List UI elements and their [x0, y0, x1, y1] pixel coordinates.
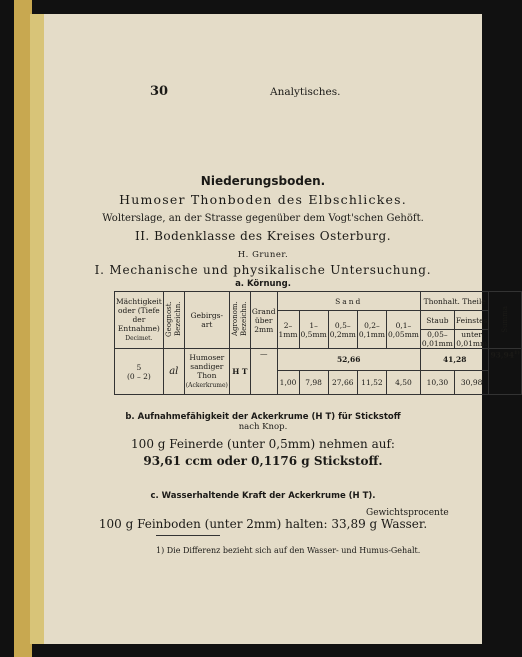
soil-class: II. Bodenklasse des Kreises Osterburg. — [134, 229, 392, 243]
subsection-a: a. Körnung. — [235, 279, 291, 289]
subsection-b-line1: 100 g Feinerde (unter 0,5mm) nehmen auf: — [131, 437, 395, 451]
analyst: H. Gruner. — [237, 250, 289, 260]
cell-rock: Humoser sandiger Thon (Ackerkrume) — [184, 349, 229, 395]
header-sand-3: 0,5–0,2mm — [328, 311, 357, 349]
subsection-b-method: nach Knop. — [238, 422, 288, 432]
cell-sand-5: 4,50 — [387, 371, 421, 395]
section-heading: I. Mechanische und physikalische Untersuchung. — [94, 263, 432, 277]
header-dust-range: 0,05–0,01mm — [421, 330, 453, 348]
header-geol: Geognost. Bezeichn. — [163, 292, 184, 349]
header-sand-1: 2–1mm — [277, 311, 299, 349]
header-depth: Mächtigkeit oder (Tiefe der Entnahme) Decimet. — [115, 292, 164, 349]
cell-depth: 5 (0 – 2) — [115, 349, 164, 395]
cell-sand-3: 27,66 — [328, 371, 357, 395]
cell-gravel: — — [250, 349, 277, 395]
header-fine: Feinstes — [454, 311, 489, 330]
cell-sum: 93,94$^{1)}$ — [489, 349, 521, 395]
header-gravel: Grand über 2mm — [250, 292, 277, 349]
header-clay: Thonhalt. Theile — [420, 292, 489, 311]
cell-dust: 10,30 — [420, 371, 454, 395]
header-sand-4: 0,2–0,1mm — [357, 311, 386, 349]
footnote-rule — [156, 535, 220, 536]
cell-sand-total: 52,66 — [277, 349, 420, 371]
header-sand-5: 0,1–0,05mm — [387, 311, 421, 349]
subsection-c-title: c. Wasserhaltende Kraft der Ackerkrume (H T). — [150, 491, 376, 501]
header-dust: Staub — [420, 311, 454, 330]
cell-sand-1: 1,00 — [277, 371, 299, 395]
subsection-b-title: b. Aufnahmefähigkeit der Ackerkrume (H T) für Stickstoff — [125, 412, 401, 422]
header-fine-range: unter 0,01mm — [456, 330, 488, 348]
cell-clay-total: 41,28 — [420, 349, 489, 371]
header-agron: Agronom. Bezeichn. — [229, 292, 250, 349]
header-sand-2: 1–0,5mm — [299, 311, 328, 349]
cell-sand-2: 7,98 — [299, 371, 328, 395]
cell-fine: 30,98 — [454, 371, 489, 395]
header-sum: Summa — [489, 292, 521, 349]
subsection-c-unit: Gewichtsprocente — [366, 508, 449, 518]
subsection-c-result: 100 g Feinboden (unter 2mm) halten: 33,89 g Wasser. — [98, 517, 428, 531]
header-rock: Gebirgs-art — [184, 292, 229, 349]
footnote: 1) Die Differenz bezieht sich auf den Wasser- und Humus-Gehalt. — [156, 546, 421, 555]
header-sand: Sand — [277, 292, 420, 311]
grain-size-table — [114, 291, 522, 395]
cell-agron: H T — [229, 349, 250, 395]
page-number: 30 — [150, 84, 169, 99]
location: Wolterslage, an der Strasse gegenüber dem Vogt'schen Gehöft. — [102, 213, 424, 224]
cell-geol: al — [163, 349, 184, 395]
section-title: Niederungsboden. — [200, 174, 326, 188]
cell-sand-4: 11,52 — [357, 371, 386, 395]
book-page — [30, 14, 520, 644]
subsection-b-result: 93,61 ccm oder 0,1176 g Stickstoff. — [143, 454, 383, 468]
running-head: Analytisches. — [270, 86, 341, 98]
soil-name: Humoser Thonboden des Elbschlickes. — [119, 192, 407, 207]
